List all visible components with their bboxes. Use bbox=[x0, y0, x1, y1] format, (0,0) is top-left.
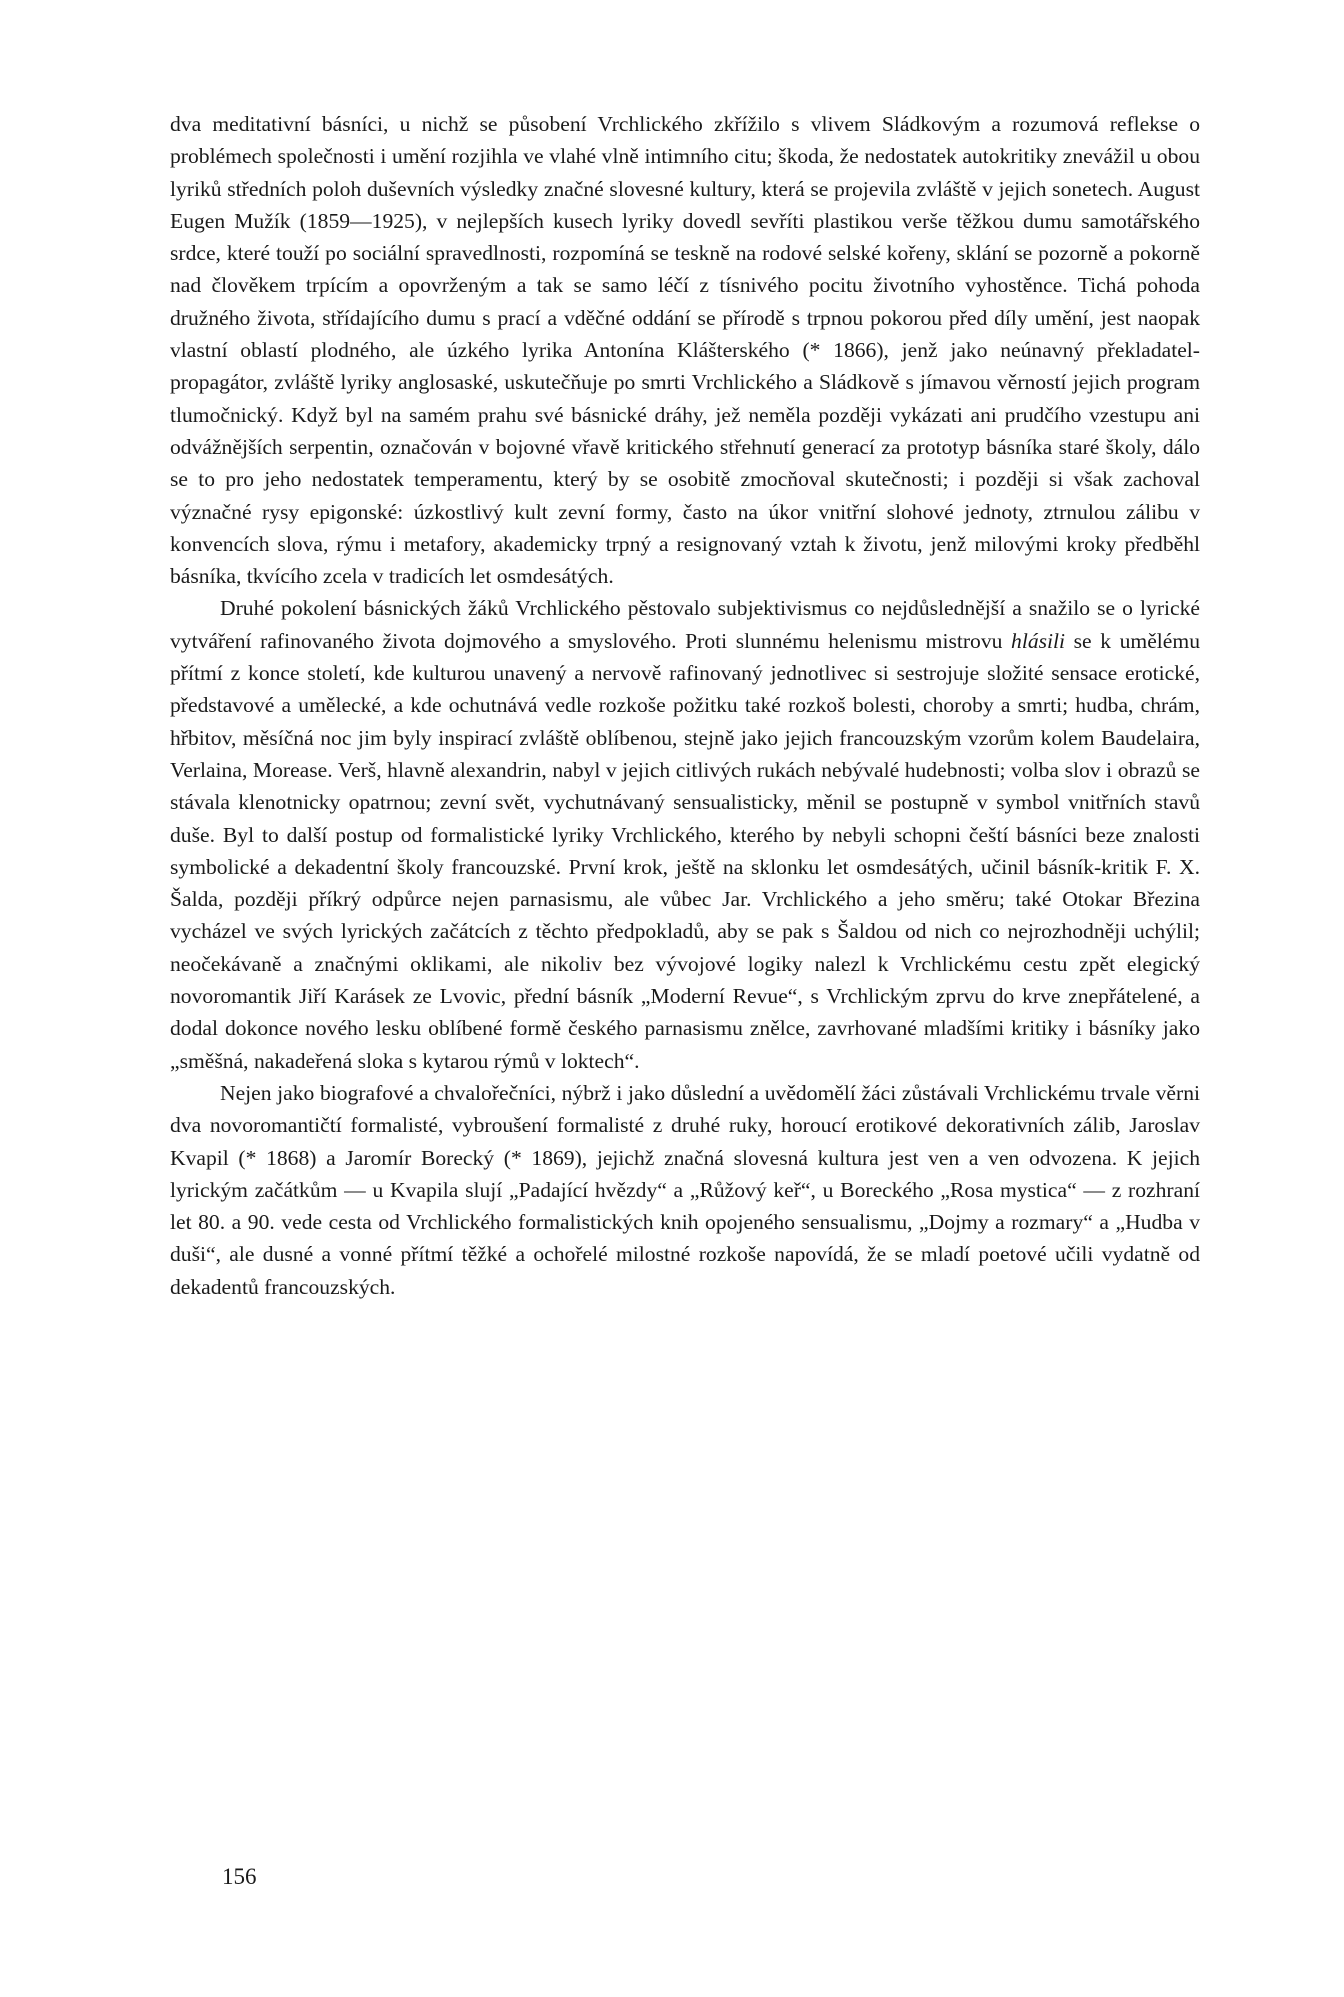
paragraph-text: se k umělému přítmí z konce století, kde kulturou unavený a nervově rafinovaný jednotlivec si sestrojuje složité sensace erotické, představové a umělecké, a kde ochutnává vedle rozkoše požitku také rozkoš bolesti, choroby a smrti; hudba, chrám, hřbitov, měsíčná noc jim byly inspirací zvláště oblíbenou, stejně jako jejich francouzským vzorům kolem Baudelaira, Verlaina, Morease. Verš, hlavně alexandrin, nabyl v jejich citlivých rukách nebývalé hudebnosti; volba slov i obrazů se stávala klenotnicky opatrnou; zevní svět, vychutnávaný sensualisticky, měnil se postupně v symbol vnitřních stavů duše. Byl to další postup od formalistické lyriky Vrchlického, kterého by nebyli schopni čeští básníci beze znalosti symbolické a dekadentní školy francouzské. První krok, ještě na sklonku let osmdesátých, učinil básník-kritik F. X. Šalda, později příkrý odpůrce nejen parnasismu, ale vůbec Jar. Vrchlického a jeho směru; také Otokar Březina vycházel ve svých lyrických začátcích z těchto předpokladů, aby se pak s Šaldou od nich co nejrozhodněji uchýlil; neočekávaně a značnými oklikami, ale nikoliv bez vývojové logiky nalezl k Vrchlickému cestu zpět elegický novoromantik Jiří Karásek ze Lvovic, přední básník „Moderní Revue“, s Vrchlickým zprvu do krve znepřátelené, a dodal dokonce nového lesku oblíbené formě českého parnasismu znělce, zavrhované mladšími kritiky i básníky jako „směšná, nakadeřená sloka s kytarou rýmů v loktech“. bbox=[170, 628, 1200, 1073]
page-number: 156 bbox=[222, 1864, 257, 1889]
paragraph-3 bbox=[170, 1077, 1200, 1303]
paragraph-text: dva meditativní básníci, u nichž se působení Vrchlického zkřížilo s vlivem Sládkovým a rozumová reflekse o problémech společnosti i umění rozjihla ve vlahé vlně intimního citu; škoda, že nedostatek autokritiky znevážil u obou lyriků středních poloh duševních výsledky značné slovesné kultury, která se projevila zvláště v jejich sonetech. August Eugen Mužík (1859—1925), v nejlepších kusech lyriky dovedl sevříti plastikou verše těžkou dumu samotářského srdce, které touží po sociální spravedlnosti, rozpomíná se teskně na rodové selské kořeny, sklání se pozorně a pokorně nad člověkem trpícím a opovrženým a tak se samo léčí z tísnivého pocitu životního vyhostěnce. Tichá pohoda družného života, střídajícího dumu s prací a vděčné oddání se přírodě s trpnou pokorou před díly umění, jest naopak vlastní oblastí plodného, ale úzkého lyrika Antonína Klášterského (* 1866), jenž jako neúnavný překladatel-propagátor, zvláště lyriky anglosaské, uskutečňuje po smrti Vrchlického a Sládkově s jímavou věrností jejich program tlumočnický. Když byl na samém prahu své básnické dráhy, jež neměla později vykázati ani prudčího vzestupu ani odvážnějších serpentin, označován v bojovné vřavě kritického střehnutí generací za prototyp básníka staré školy, dálo se to pro jeho nedostatek temperamentu, který by se osobitě zmocňoval skutečnosti; i později si však zachoval význačné rysy epigonské: úzkostlivý kult zevní formy, často na úkor vnitřní slohové jednoty, ztrnulou zálibu v konvencích slova, rýmu i metafory, akademicky trpný a resignovaný vztah k životu, jenž milovými kroky předběhl básníka, tkvícího zcela v tradicích let osmdesátých. bbox=[170, 112, 1200, 589]
paragraph-text: Druhé pokolení básnických žáků Vrchlického pěstovalo subjektivismus co nejdůslednější a snažilo se o lyrické vytváření rafinovaného života dojmového a smyslového. Proti slunnému helenismu mistrovu bbox=[170, 596, 1200, 653]
paragraph-2 bbox=[170, 592, 1200, 1076]
paragraph-1 bbox=[170, 108, 1200, 592]
page-body bbox=[170, 108, 1200, 1303]
paragraph-text: Nejen jako biografové a chvalořečníci, nýbrž i jako důslední a uvědomělí žáci zůstávali Vrchlickému trvale věrni dva novoromantičtí formalisté, vybroušení formalisté z druhé ruky, horoucí erotikové dekorativních zálib, Jaroslav Kvapil (* 1868) a Jaromír Borecký (* 1869), jejichž značná slovesná kultura jest ven a ven odvozena. K jejich lyrickým začátkům — u Kvapila slují „Padající hvězdy“ a „Růžový keř“, u Boreckého „Rosa mystica“ — z rozhraní let 80. a 90. vede cesta od Vrchlického formalistických knih opojeného sensualismu, „Dojmy a rozmary“ a „Hudba v duši“, ale dusné a vonné přítmí těžké a ochořelé milostné rozkoše napovídá, že se mladí poetové učili vydatně od dekadentů francouzských. bbox=[170, 1080, 1200, 1299]
italic-text: hlásili bbox=[1011, 628, 1066, 653]
